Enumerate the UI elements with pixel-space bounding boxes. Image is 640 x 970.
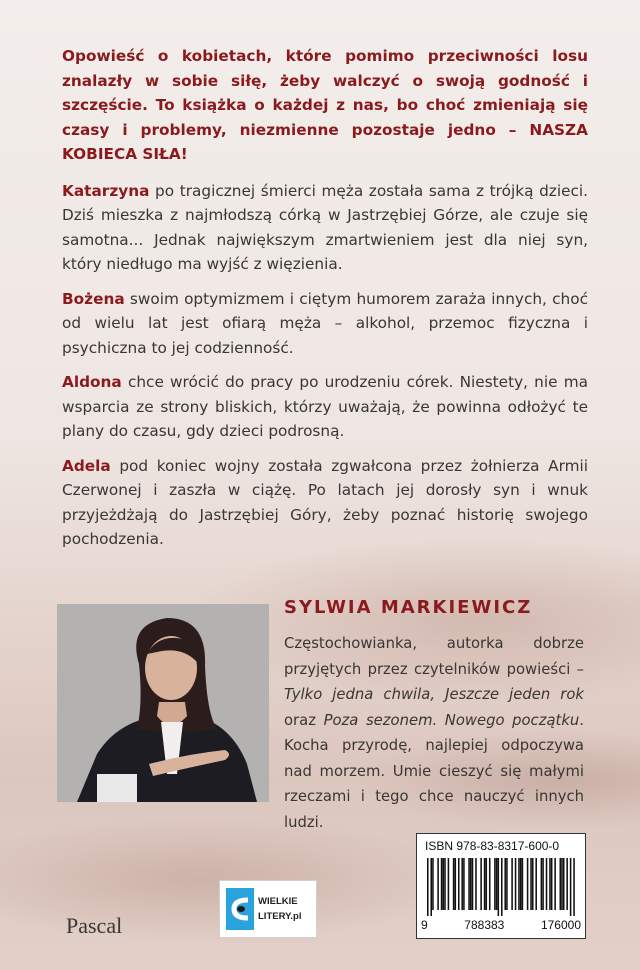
barcode-bar xyxy=(546,858,548,910)
barcode-bar xyxy=(501,858,503,916)
barcode-bar xyxy=(515,858,517,910)
barcode-bar xyxy=(530,858,532,910)
author-bio xyxy=(284,631,584,835)
wielkie-litery-logo xyxy=(219,880,317,938)
barcode-bar xyxy=(442,858,444,910)
wielkie-litery-mark-icon xyxy=(226,888,254,930)
barcode-bar xyxy=(475,858,477,910)
character-text: po tragicznej śmierci męża została sama z trójką dzieci. Dziś mieszka z najmłodszą córką w Jastrzębiej Górze, ale czuje się samotna... Jednak największym zmartwieniem jest dla niej syn, który niedługo ma wyjść z więzienia. xyxy=(62,181,588,273)
barcode-bar xyxy=(480,858,482,910)
barcode-bar xyxy=(535,858,537,910)
barcode-bar xyxy=(560,858,562,910)
bio-text: oraz xyxy=(284,711,324,729)
barcode-digit-group: 788383 xyxy=(464,918,505,932)
barcode-bar xyxy=(511,858,513,910)
bio-book-titles: Poza sezonem. Nowego początku xyxy=(323,711,580,729)
barcode-bar xyxy=(453,858,455,910)
barcode-bar xyxy=(458,858,460,910)
barcode-bar xyxy=(455,858,457,910)
character-name: Aldona xyxy=(62,373,122,391)
barcode-bar xyxy=(427,858,429,916)
barcode-bar xyxy=(532,858,534,910)
barcode-bar xyxy=(541,858,543,910)
barcode-bar xyxy=(542,858,544,910)
character-name: Adela xyxy=(62,456,111,475)
barcode-bar xyxy=(566,858,568,910)
character-text: swoim optymizmem i ciętym humorem zaraża innych, choć od wielu lat jest ofiarą męża – alkohol, przemoc fizyczna i psychiczna to jej codzienność. xyxy=(62,289,588,357)
bio-text: . Kocha przyrodę, najlepiej odpoczywa nad morzem. Umie cieszyć się małymi rzeczami i tego chce nauczyć innych ludzi. xyxy=(284,711,584,831)
author-photo xyxy=(57,604,269,802)
wl-line: WIELKIE xyxy=(258,896,298,907)
barcode-bar xyxy=(437,858,439,910)
blurb-lead: Opowieść o kobietach, które pomimo przeciwności losu znalazły w sobie siłę, żeby walczyć o swoją godność i szczęście. To książka o każdej z nas, bo choć zmieniają się czasy i problemy, niezmienne pozostaje jedno – NASZA KOBIECA SIŁA! xyxy=(62,47,588,163)
barcode-bar xyxy=(504,858,506,910)
barcode-bar xyxy=(486,858,488,910)
character-name: Bożena xyxy=(62,289,125,308)
barcode-digit-group: 9 xyxy=(421,918,428,932)
isbn-number: ISBN 978-83-8317-600-0 xyxy=(425,839,560,853)
character-name: Katarzyna xyxy=(62,181,150,200)
barcode-bar xyxy=(554,858,556,910)
barcode-bar xyxy=(498,858,500,916)
barcode-bar xyxy=(551,858,553,910)
character-paragraph xyxy=(62,454,588,552)
barcode-bars xyxy=(427,858,575,916)
blurb xyxy=(62,44,588,562)
barcode-bar xyxy=(463,858,465,910)
barcode-bar xyxy=(561,858,563,910)
character-paragraph xyxy=(62,287,588,361)
character-text: chce wrócić do pracy po urodzeniu córek. Niestety, nie ma wsparcia ze strony bliskich, którzy uważają, że powinna odłożyć te plany do czasu, gdy dzieci podrosną. xyxy=(62,373,588,440)
barcode-bar xyxy=(430,858,432,916)
barcode-bar xyxy=(461,858,463,910)
bio-text: Częstochowianka, autorka dobrze przyjętych przez czytelników powieści – xyxy=(284,635,584,678)
barcode-bar xyxy=(520,858,522,910)
wl-line: LITERY.pl xyxy=(258,911,302,922)
barcode-bar xyxy=(448,858,450,910)
character-text: pod koniec wojny została zgwałcona przez żołnierza Armii Czerwonej i zaszła w ciążę. Po latach jej dorosły syn i wnuk przyjeżdżają do Jastrzębiej Góry, żeby poznać historię swojego pochodzenia. xyxy=(62,456,588,548)
character-paragraph xyxy=(62,370,588,444)
character-paragraph xyxy=(62,179,588,277)
barcode-bar xyxy=(570,858,572,916)
barcode-bar xyxy=(527,858,529,910)
barcode xyxy=(416,833,586,939)
bio-book-titles: Tylko jedna chwila, Jeszcze jeden rok xyxy=(284,686,584,703)
wielkie-litery-text xyxy=(258,894,301,924)
author-portrait-illustration xyxy=(57,604,269,802)
barcode-bar xyxy=(522,858,524,910)
barcode-bar xyxy=(549,858,551,910)
barcode-bar xyxy=(496,858,498,910)
author-name: SYLWIA MARKIEWICZ xyxy=(284,597,533,618)
barcode-bar xyxy=(484,858,486,910)
barcode-bar xyxy=(468,858,470,910)
barcode-bar xyxy=(573,858,575,916)
barcode-bar xyxy=(441,858,443,910)
barcode-bar xyxy=(444,858,446,910)
barcode-bar xyxy=(472,858,474,910)
barcode-bar xyxy=(518,858,520,910)
publisher-logo: Pascal xyxy=(66,913,123,938)
barcode-digits xyxy=(421,918,581,932)
barcode-bar xyxy=(506,858,508,910)
barcode-digit-group: 176000 xyxy=(540,918,581,932)
barcode-bar xyxy=(432,858,434,910)
barcode-bar xyxy=(489,858,491,910)
barcode-bar xyxy=(494,858,496,910)
barcode-bar xyxy=(563,858,565,910)
barcode-bar xyxy=(470,858,472,910)
